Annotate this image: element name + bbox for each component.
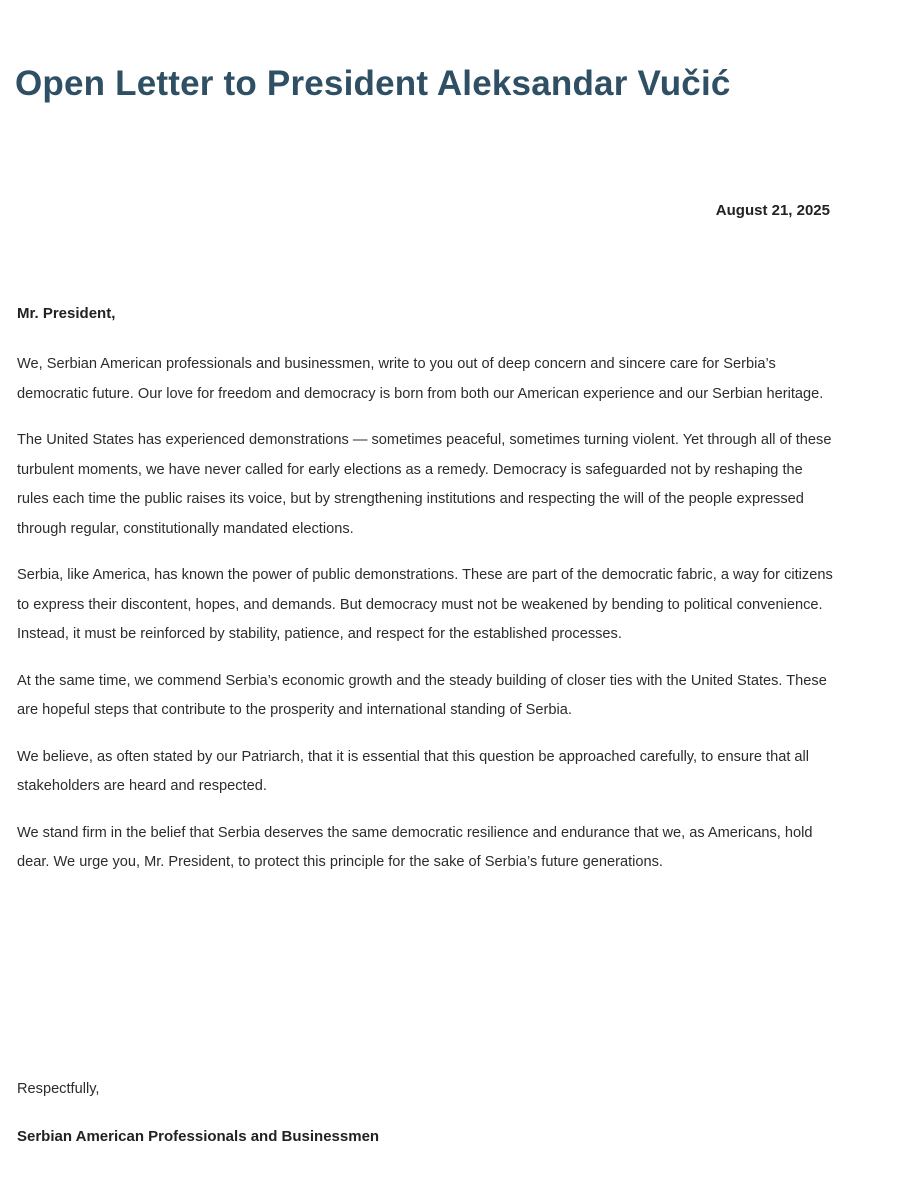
letter-title: Open Letter to President Aleksandar Vučić (15, 64, 731, 103)
paragraph-intro: We, Serbian American professionals and businessmen, write to you out of deep concern and sincere care for Serbia’s democratic future. Our love for freedom and democracy is born from both our American experience and our Serbian heritage. (17, 356, 824, 402)
salutation: Mr. President, (17, 305, 116, 322)
letter-date: August 21, 2025 (715, 202, 830, 219)
closing: Respectfully, (17, 1081, 100, 1097)
paragraph-economic-growth: At the same time, we commend Serbia’s economic growth and the steady building of closer ties with the United States. These are hopeful steps that contribute to the prosperity and international standing of Serbia. (17, 672, 827, 718)
paragraph-demonstrations-us: The United States has experienced demonstrations — sometimes peaceful, sometimes turning violent. Yet through all of these turbulent moments, we have never called for early elections as a remedy. Democracy is safeguarded not by reshaping the rules each time the public raises its voice, but by strengthening institutions and respecting the will of the people expressed through regular, constitutionally mandated elections. (17, 432, 832, 537)
paragraph-urging: We stand firm in the belief that Serbia deserves the same democratic resilience and endurance that we, as Americans, hold dear. We urge you, Mr. President, to protect this principle for the sake of Serbia’s future generations. (17, 824, 813, 870)
letter-body (17, 350, 837, 895)
paragraph-patriarch: We believe, as often stated by our Patriarch, that it is essential that this question be approached carefully, to ensure that all stakeholders are heard and respected. (17, 748, 810, 794)
paragraph-demonstrations-serbia: Serbia, like America, has known the power of public demonstrations. These are part of the democratic fabric, a way for citizens to express their discontent, hopes, and demands. But democracy must not be weakened by bending to political convenience. Instead, it must be reinforced by stability, patience, and respect for the established processes. (17, 567, 833, 642)
signature: Serbian American Professionals and Businessmen (17, 1128, 380, 1145)
